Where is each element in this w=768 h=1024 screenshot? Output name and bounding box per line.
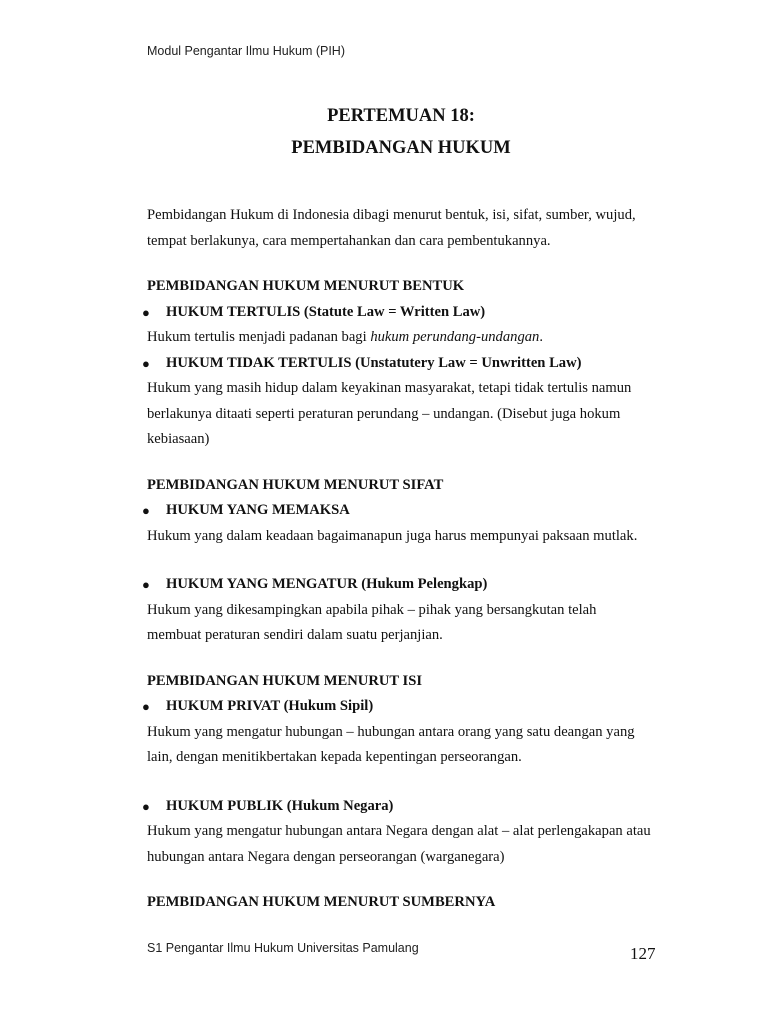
bullet-item — [142, 351, 652, 377]
item-description-end: . — [539, 329, 543, 345]
bullet-item — [142, 300, 652, 326]
bullet-item — [142, 794, 652, 820]
bullet-icon: ● — [142, 699, 150, 714]
bullet-icon: ● — [142, 304, 150, 320]
bullet-icon: ● — [142, 798, 150, 814]
chapter-title: PERTEMUAN 18: — [327, 106, 475, 126]
item-description: Hukum yang masih hidup dalam keyakinan masyarakat, tetapi tidak tertulis namun berlakunya ditaati seperti peraturan perundang – undangan. (Disebut juga hokum kebiasaan) — [147, 380, 632, 447]
item-title: HUKUM YANG MEMAKSA — [166, 502, 350, 518]
bullet-item — [142, 572, 652, 598]
item-title: HUKUM PUBLIK (Hukum Negara) — [166, 797, 394, 814]
bullet-item — [142, 694, 652, 720]
section-heading-bentuk: PEMBIDANGAN HUKUM MENURUT BENTUK — [147, 278, 465, 294]
item-description: Hukum yang mengatur hubungan antara Negara dengan alat – alat perlengakapan atau hubungan antara Negara dengan perseorangan (warganegara) — [147, 823, 651, 865]
document-body — [142, 203, 652, 916]
bullet-icon: ● — [142, 355, 150, 371]
item-title: HUKUM PRIVAT (Hukum Sipil) — [166, 698, 374, 714]
section-heading-sifat: PEMBIDANGAN HUKUM MENURUT SIFAT — [147, 476, 444, 493]
section-heading-sumber: PEMBIDANGAN HUKUM MENURUT SUMBERNYA — [147, 894, 496, 910]
item-description: Hukum yang dikesampingkan apabila pihak – pihak yang bersangkutan telah membuat peraturan sendiri dalam suatu perjanjian. — [147, 601, 597, 643]
item-description-italic: hukum perundang-undangan — [370, 329, 540, 345]
item-title: HUKUM TIDAK TERTULIS (Unstatutery Law = Unwritten Law) — [166, 354, 582, 371]
running-header: Modul Pengantar Ilmu Hukum (PIH) — [147, 44, 345, 58]
section-heading-isi: PEMBIDANGAN HUKUM MENURUT ISI — [147, 672, 422, 689]
intro-paragraph: Pembidangan Hukum di Indonesia dibagi menurut bentuk, isi, sifat, sumber, wujud, tempat berlakunya, cara mempertahankan dan cara pembentukannya. — [147, 207, 636, 249]
page-number: 127 — [630, 944, 656, 963]
item-description — [147, 325, 652, 351]
item-description: Hukum yang dalam keadaan bagaimanapun juga harus mempunyai paksaan mutlak. — [147, 527, 638, 544]
item-title: HUKUM YANG MENGATUR (Hukum Pelengkap) — [166, 576, 488, 592]
chapter-subtitle: PEMBIDANGAN HUKUM — [291, 138, 511, 158]
item-description-text: Hukum tertulis menjadi padanan bagi — [147, 329, 371, 345]
bullet-icon: ● — [142, 503, 150, 518]
footer-text: S1 Pengantar Ilmu Hukum Universitas Pamulang — [147, 941, 419, 955]
bullet-item — [142, 498, 652, 524]
item-title: HUKUM TERTULIS (Statute Law = Written Law) — [166, 303, 486, 320]
bullet-icon: ● — [142, 577, 150, 592]
item-description: Hukum yang mengatur hubungan – hubungan antara orang yang satu deangan yang lain, dengan menitikbertakan kepada kepentingan perseorangan. — [147, 723, 635, 765]
